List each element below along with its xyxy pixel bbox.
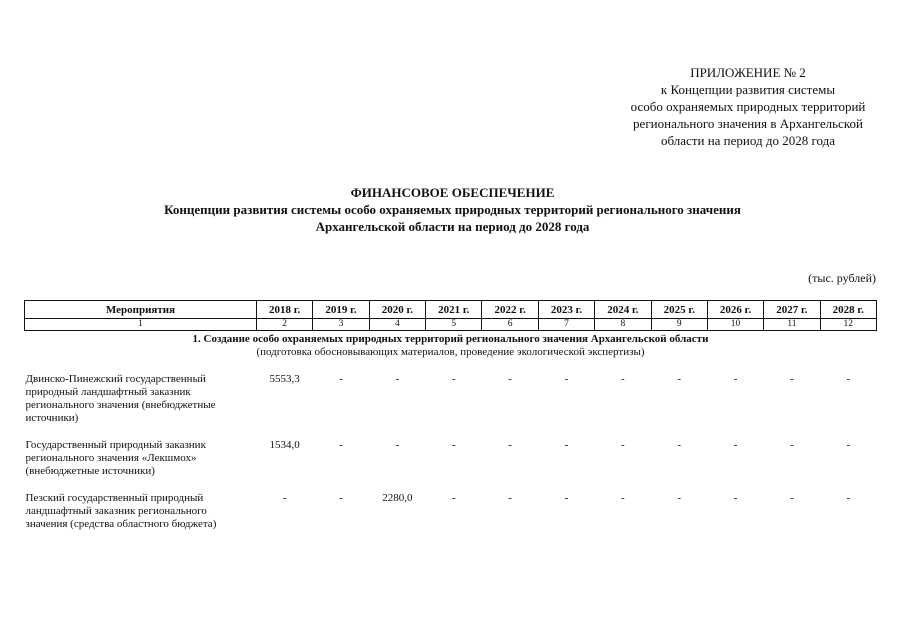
year-value: -: [790, 439, 794, 451]
table-row: [25, 373, 877, 439]
column-number: 5: [426, 319, 482, 331]
title-line: Концепции развития системы особо охраняемых природных территорий регионального значения: [164, 202, 741, 217]
year-value: -: [621, 492, 625, 504]
column-number: 9: [651, 319, 707, 331]
column-number: 3: [313, 319, 369, 331]
column-header: 2024 г.: [595, 301, 651, 319]
year-value: -: [621, 439, 625, 451]
column-number: 1: [25, 319, 257, 331]
year-value: -: [282, 492, 287, 504]
column-number: 8: [595, 319, 651, 331]
document-title: [0, 184, 905, 235]
section-heading: [25, 331, 877, 360]
column-header: 2023 г.: [538, 301, 594, 319]
year-value: -: [395, 439, 400, 451]
year-value: -: [395, 373, 400, 385]
measure-name: Пезский государственный природный ландшафтный заказник регионального значения (средства областного бюджета): [25, 492, 217, 530]
column-header: 2022 г.: [482, 301, 538, 319]
year-value: -: [564, 373, 569, 385]
year-value: -: [677, 439, 682, 451]
column-number: 10: [707, 319, 763, 331]
table-row: [25, 439, 877, 492]
column-header: 2019 г.: [313, 301, 369, 319]
section-subtitle: (подготовка обосновывающих материалов, проведение экологической экспертизы): [256, 346, 645, 358]
year-value: -: [451, 439, 456, 451]
header-row: [25, 301, 877, 319]
year-value: -: [733, 439, 738, 451]
year-value: -: [621, 373, 625, 385]
measure-name: Двинско-Пинежский государственный природный ландшафтный заказник регионального значения (внебюджетные источники): [25, 373, 216, 424]
year-value: -: [339, 373, 343, 385]
year-value: -: [790, 373, 794, 385]
column-number: 7: [538, 319, 594, 331]
year-value: -: [677, 492, 682, 504]
year-value: -: [846, 373, 851, 385]
year-value: -: [846, 492, 851, 504]
year-value: -: [677, 373, 682, 385]
column-header: 2026 г.: [707, 301, 763, 319]
year-value: -: [451, 492, 456, 504]
column-header: 2020 г.: [369, 301, 425, 319]
financing-table: [24, 300, 877, 545]
year-value: -: [508, 373, 512, 385]
year-value: -: [846, 439, 851, 451]
measure-name: Государственный природный заказник регионального значения «Лекшмох» (внебюджетные источники): [25, 439, 206, 477]
column-header: 2027 г.: [764, 301, 820, 319]
column-number: 12: [820, 319, 876, 331]
year-value: -: [790, 492, 794, 504]
year-value: -: [564, 492, 569, 504]
column-number: 2: [257, 319, 313, 331]
year-value: -: [339, 492, 343, 504]
column-header: 2028 г.: [820, 301, 876, 319]
unit-label: (тыс. рублей): [808, 271, 876, 285]
section-row: [25, 331, 877, 360]
appendix-line: к Концепции развития системы: [660, 82, 836, 97]
year-value: -: [564, 439, 569, 451]
section-title: 1. Создание особо охраняемых природных территорий регионального значения Архангельской области: [192, 333, 709, 345]
appendix-line: ПРИЛОЖЕНИЕ № 2: [690, 65, 806, 80]
appendix-line: области на период до 2028 года: [661, 133, 835, 148]
title-line: Архангельской области на период до 2028 года: [315, 219, 590, 234]
appendix-line: особо охраняемых природных территорий: [630, 99, 866, 114]
year-value: -: [733, 492, 738, 504]
column-number-row: [25, 319, 877, 331]
column-header: 2018 г.: [257, 301, 313, 319]
column-number: 11: [764, 319, 820, 331]
year-value: -: [508, 439, 512, 451]
row-spacer: [25, 359, 877, 373]
appendix-line: регионального значения в Архангельской: [633, 116, 863, 131]
title-main: ФИНАНСОВОЕ ОБЕСПЕЧЕНИЕ: [350, 185, 555, 200]
column-header: Мероприятия: [25, 301, 257, 319]
year-value: 2280,0: [382, 492, 413, 504]
year-value: -: [733, 373, 738, 385]
appendix-note: [560, 64, 905, 149]
year-value: -: [508, 492, 512, 504]
column-number: 6: [482, 319, 538, 331]
column-number: 4: [369, 319, 425, 331]
year-value: 1534,0: [269, 439, 300, 451]
year-value: 5553,3: [269, 373, 300, 385]
year-value: -: [339, 439, 343, 451]
year-value: -: [451, 373, 456, 385]
column-header: 2025 г.: [651, 301, 707, 319]
column-header: 2021 г.: [426, 301, 482, 319]
table-row: [25, 492, 877, 545]
